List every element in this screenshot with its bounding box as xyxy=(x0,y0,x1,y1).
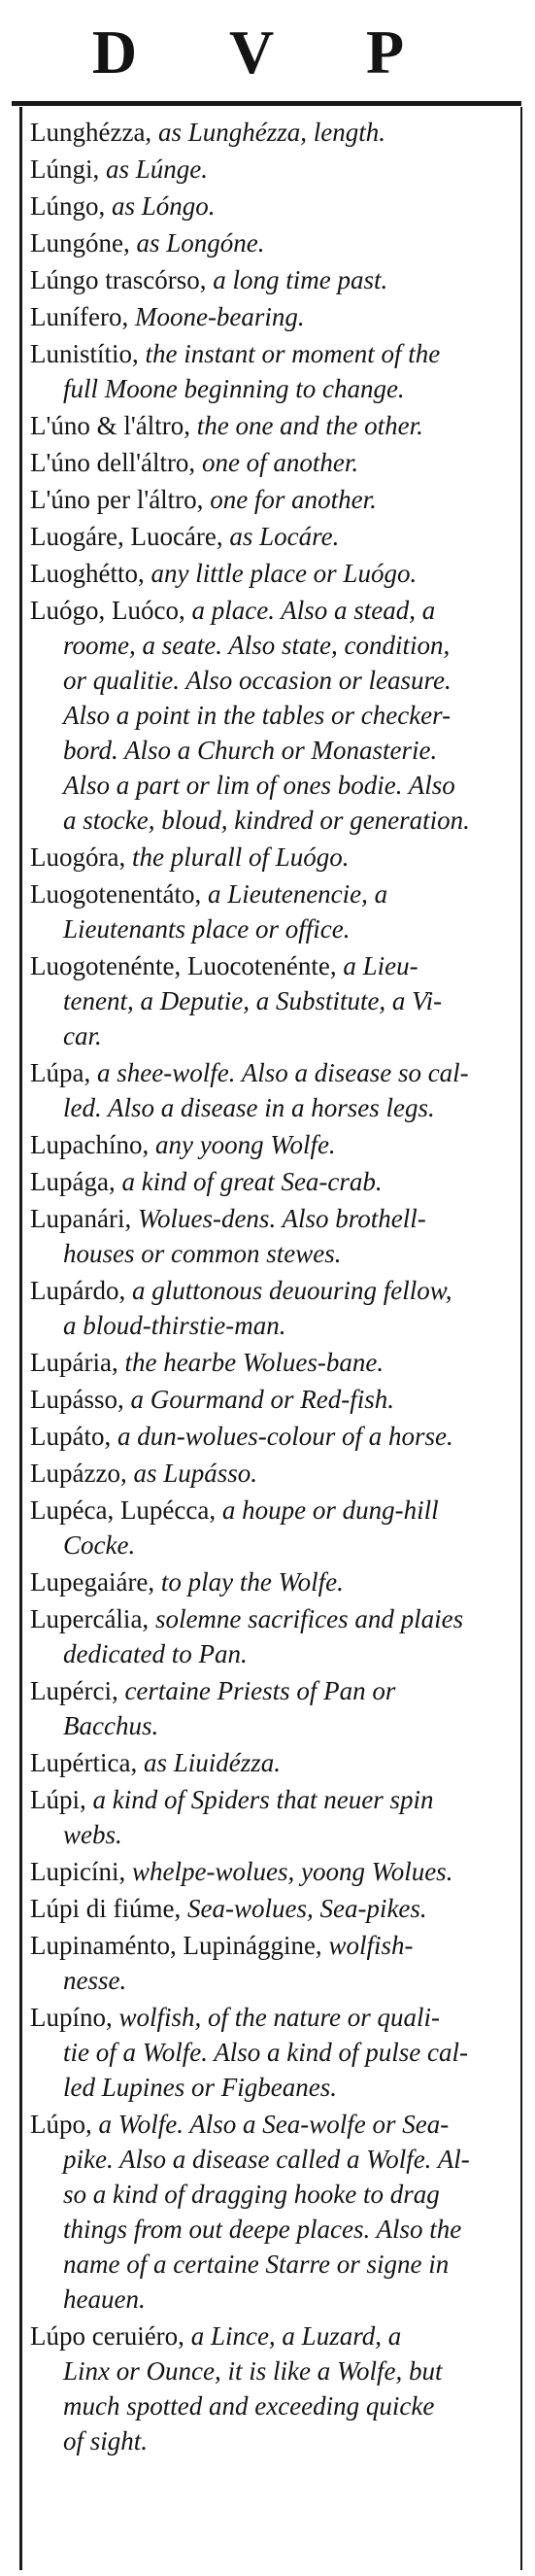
entry-headword: Lupária, xyxy=(30,1348,118,1377)
entry-continuation-line: Linx or Ounce, it is like a Wolfe, but xyxy=(63,2356,443,2386)
entry-definition: as Lupásso. xyxy=(126,1459,257,1488)
entry-continuation-line: name of a certaine Starre or signe in xyxy=(63,2250,450,2279)
entry-definition: a Lieutenencie, a xyxy=(201,879,388,909)
entry-continuation-line: houses or common stewes. xyxy=(63,1239,342,1268)
entry-definition: wolfish, of the nature or quali- xyxy=(112,2003,440,2032)
dictionary-entry xyxy=(30,1493,507,1563)
entry-continuation-line: Also a part or lim of ones bodie. Also xyxy=(63,771,455,800)
entry-headword: Lupachíno, xyxy=(30,1130,150,1159)
entry-continuation-line: webs. xyxy=(63,1820,122,1849)
entry-continuation-line: tie of a Wolfe. Also a kind of pulse cal- xyxy=(63,2038,468,2067)
dictionary-entry xyxy=(30,1673,507,1743)
dictionary-entry xyxy=(30,2107,507,2317)
entry-definition: to play the Wolfe. xyxy=(154,1567,344,1597)
dictionary-entry xyxy=(30,1127,507,1162)
entry-headword: Lupinaménto, Lupinággine, xyxy=(30,1931,322,1960)
entry-headword: Lunghézza, xyxy=(30,118,152,147)
entry-continuation-line: Cocke. xyxy=(63,1530,136,1560)
entry-headword: Lupercália, xyxy=(30,1604,150,1633)
entry-definition: a kind of great Sea-crab. xyxy=(115,1167,383,1196)
entry-definition: one of another. xyxy=(195,448,359,477)
dictionary-column xyxy=(19,107,522,2570)
entry-headword: Lúpi, xyxy=(30,1785,86,1814)
entry-headword: Lúngo trascórso, xyxy=(30,265,207,294)
entry-continuation-line: a bloud-thirstie-man. xyxy=(63,1311,286,1340)
dictionary-entry xyxy=(30,445,507,480)
entry-continuation-line: of sight. xyxy=(63,2426,149,2456)
dictionary-entry xyxy=(30,840,507,875)
entry-headword: Lúpo, xyxy=(30,2110,92,2139)
entry-continuation-line: full Moone beginning to change. xyxy=(63,374,405,403)
dictionary-entry xyxy=(30,876,507,946)
entry-headword: Lupáto, xyxy=(30,1422,112,1451)
entry-definition: a long time past. xyxy=(206,265,388,294)
entry-continuation-line: car. xyxy=(63,1021,102,1050)
dictionary-entry xyxy=(30,1164,507,1199)
entry-definition: a Gourmand or Red-fish. xyxy=(123,1385,394,1414)
dictionary-entry xyxy=(30,1419,507,1454)
entry-headword: Lungóne, xyxy=(30,228,130,258)
dictionary-entry xyxy=(30,408,507,443)
entry-definition: certaine Priests of Pan or xyxy=(117,1676,396,1705)
entry-continuation-line: nesse. xyxy=(63,1966,127,1995)
entry-definition: as Locáre. xyxy=(222,522,340,551)
page-header xyxy=(0,0,535,105)
entry-headword: Lupásso, xyxy=(30,1385,124,1414)
entry-headword: Luogóra, xyxy=(30,842,126,872)
entry-headword: Lúpo ceruiéro, xyxy=(30,2321,184,2351)
entry-headword: Lúpa, xyxy=(30,1058,91,1087)
entry-headword: Lúpi di fiúme, xyxy=(30,1894,182,1923)
dictionary-entry xyxy=(30,1345,507,1380)
entry-continuation-line: bord. Also a Church or Monasterie. xyxy=(63,736,438,765)
dictionary-entry xyxy=(30,2000,507,2105)
entry-definition: a kind of Spiders that neuer spin xyxy=(85,1785,434,1814)
entry-definition: a place. Also a stead, a xyxy=(184,596,436,625)
entry-definition: as Lunghézza, length. xyxy=(151,118,385,147)
entry-definition: as Longóne. xyxy=(129,228,265,258)
entry-headword: L'úno dell'áltro, xyxy=(30,448,196,477)
entry-definition: any little place or Luógo. xyxy=(144,559,418,588)
entry-headword: Luógo, Luóco, xyxy=(30,596,185,625)
entry-definition: solemne sacrifices and plaies xyxy=(149,1604,464,1633)
entry-headword: Lupértica, xyxy=(30,1748,138,1777)
dictionary-entry xyxy=(30,1055,507,1125)
header-rule xyxy=(12,101,521,106)
page-header-title: D V P xyxy=(91,17,444,86)
dictionary-entry xyxy=(30,482,507,517)
dictionary-entry xyxy=(30,225,507,260)
entry-definition: a Lieu- xyxy=(336,951,418,980)
entry-definition: a Lince, a Luzard, a xyxy=(184,2321,402,2351)
entry-continuation-line: pike. Also a disease called a Wolfe. Al- xyxy=(63,2145,470,2174)
entry-headword: Lupegaiáre, xyxy=(30,1567,155,1597)
entry-definition: a dun-wolues-colour of a horse. xyxy=(111,1422,453,1451)
entry-definition: one for another. xyxy=(203,485,377,514)
entry-definition: as Liuidézza. xyxy=(137,1748,281,1777)
dictionary-entry xyxy=(30,299,507,334)
entry-continuation-line: Lieutenants place or office. xyxy=(63,914,351,944)
entry-headword: L'úno per l'áltro, xyxy=(30,485,204,514)
dictionary-entry xyxy=(30,336,507,406)
entry-definition: Wolues-dens. Also brothell- xyxy=(131,1204,426,1233)
dictionary-entry xyxy=(30,1745,507,1780)
entry-definition: any yoong Wolfe. xyxy=(149,1130,336,1159)
entry-definition: the hearbe Wolues-bane. xyxy=(117,1348,385,1377)
dictionary-entry xyxy=(30,556,507,591)
entry-continuation-line: a stocke, bloud, kindred or generation. xyxy=(63,806,470,835)
entry-definition: whelpe-wolues, yoong Wolues. xyxy=(125,1857,453,1886)
entry-continuation-line: heauen. xyxy=(63,2284,146,2314)
entry-continuation-line: or qualitie. Also occasion or leasure. xyxy=(63,666,451,695)
entry-definition: a houpe or dung-hill xyxy=(216,1495,439,1525)
entry-continuation-line: Bacchus. xyxy=(63,1711,159,1740)
entry-headword: Lupanári, xyxy=(30,1204,132,1233)
entry-continuation-line: roome, a seate. Also state, condition, xyxy=(63,631,451,660)
dictionary-entry xyxy=(30,1782,507,1852)
dictionary-entry xyxy=(30,1564,507,1599)
entry-headword: Lupázzo, xyxy=(30,1459,127,1488)
entry-definition: Sea-wolues, Sea-pikes. xyxy=(181,1894,427,1923)
entry-headword: L'úno & l'áltro, xyxy=(30,411,190,440)
entry-headword: Lunífero, xyxy=(30,302,129,331)
entry-headword: Luogotenénte, Luocotenénte, xyxy=(30,951,337,980)
entry-definition: as Lóngo. xyxy=(105,191,216,221)
dictionary-entry xyxy=(30,1891,507,1926)
dictionary-entry xyxy=(30,1601,507,1671)
dictionary-entry xyxy=(30,1854,507,1889)
entry-headword: Lúngo, xyxy=(30,191,106,221)
entry-continuation-line: much spotted and exceeding quicke xyxy=(63,2391,435,2421)
dictionary-entry xyxy=(30,593,507,838)
dictionary-entry xyxy=(30,948,507,1053)
entry-headword: Lupicíni, xyxy=(30,1857,126,1886)
entry-definition: the one and the other. xyxy=(189,411,423,440)
dictionary-entry xyxy=(30,262,507,297)
entry-continuation-line: led Lupines or Figbeanes. xyxy=(63,2073,337,2102)
entry-headword: Lupéca, Lupécca, xyxy=(30,1495,217,1525)
entry-continuation-line: things from out deepe places. Also the xyxy=(63,2215,462,2244)
entry-headword: Luogotenentáto, xyxy=(30,879,202,909)
dictionary-entry xyxy=(30,1928,507,1998)
dictionary-entry xyxy=(30,519,507,554)
entry-definition: the instant or moment of the xyxy=(138,339,441,368)
entry-headword: Luogáre, Luocáre, xyxy=(30,522,223,551)
entry-headword: Luoghétto, xyxy=(30,559,145,588)
entry-headword: Lúngi, xyxy=(30,155,100,184)
entry-headword: Lupárdo, xyxy=(30,1276,126,1305)
entry-headword: Lupérci, xyxy=(30,1676,118,1705)
entry-continuation-line: led. Also a disease in a horses legs. xyxy=(63,1093,435,1122)
entry-definition: wolfish- xyxy=(321,1931,414,1960)
dictionary-entry xyxy=(30,1382,507,1417)
entry-headword: Lupága, xyxy=(30,1167,116,1196)
entry-headword: Lupíno, xyxy=(30,2003,113,2032)
entry-continuation-line: dedicated to Pan. xyxy=(63,1639,248,1668)
dictionary-entry xyxy=(30,152,507,187)
dictionary-entry xyxy=(30,189,507,223)
entry-definition: the plurall of Luógo. xyxy=(125,842,350,872)
entry-definition: Moone-bearing. xyxy=(128,302,305,331)
entry-continuation-line: tenent, a Deputie, a Substitute, a Vi- xyxy=(63,986,443,1015)
entry-continuation-line: so a kind of dragging hooke to drag xyxy=(63,2180,440,2209)
dictionary-entry xyxy=(30,2318,507,2458)
entry-headword: Lunistítio, xyxy=(30,339,139,368)
dictionary-entry xyxy=(30,1456,507,1491)
entry-definition: a Wolfe. Also a Sea-wolfe or Sea- xyxy=(91,2110,450,2139)
dictionary-entry xyxy=(30,1201,507,1271)
entry-continuation-line: Also a point in the tables or checker- xyxy=(63,701,451,730)
dictionary-entry xyxy=(30,115,507,150)
entry-definition: as Lúnge. xyxy=(99,155,209,184)
entry-definition: a shee-wolfe. Also a disease so cal- xyxy=(90,1058,469,1087)
dictionary-entry xyxy=(30,1273,507,1343)
entry-definition: a gluttonous deuouring fellow, xyxy=(125,1276,452,1305)
